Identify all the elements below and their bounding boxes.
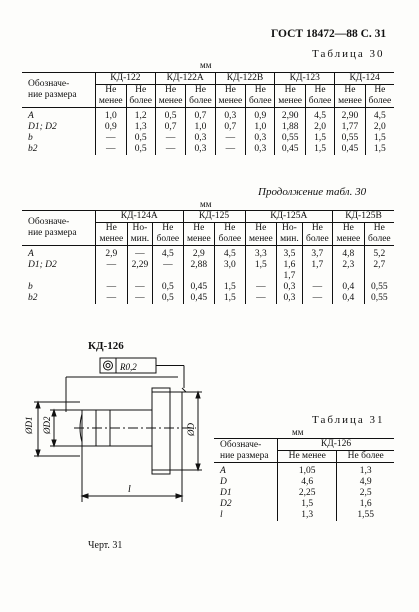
table-row — [22, 122, 394, 133]
subheader: Не менее — [335, 85, 366, 108]
page-header: ГОСТ 18472—88 С. 31 — [271, 28, 387, 40]
dim-l-label: l — [128, 484, 131, 495]
subheader: Не более — [246, 85, 275, 108]
table31-unit: мм — [292, 427, 304, 437]
value-cell: 0,3 — [246, 133, 275, 144]
value-cell: 2,0 — [305, 122, 334, 133]
value-cell: — — [96, 260, 128, 271]
value-cell: 1,5 — [305, 144, 334, 155]
row-label: D2 — [220, 499, 232, 509]
value-cell: 2,29 — [127, 260, 153, 271]
value-cell: 3,0 — [215, 260, 245, 271]
drawing-title: КД-126 — [88, 340, 124, 352]
table30 — [22, 72, 394, 155]
value-cell: 1,5 — [215, 293, 245, 304]
value-cell: 1,5 — [245, 260, 277, 271]
table-row — [22, 293, 394, 304]
value-cell: 1,5 — [365, 144, 394, 155]
value-cell: 0,45 — [183, 293, 215, 304]
table30-continuation — [22, 210, 394, 304]
value-cell: 1,0 — [246, 122, 275, 133]
value-cell: — — [245, 293, 277, 304]
technical-drawing — [20, 352, 215, 527]
value-cell — [96, 271, 128, 282]
table-row — [22, 133, 394, 144]
value-cell: 1,55 — [337, 510, 394, 521]
subheader: Не более — [364, 223, 394, 246]
value-cell: 0,3 — [246, 144, 275, 155]
value-cell: 0,45 — [183, 282, 215, 293]
subheader: Не менее — [275, 85, 306, 108]
table-row — [214, 499, 394, 510]
concentricity-icon — [104, 361, 113, 370]
row-label: D1; D2 — [28, 260, 57, 270]
value-cell: 2,88 — [183, 260, 215, 271]
table-row — [22, 246, 394, 261]
figure-caption: Черт. 31 — [88, 540, 123, 551]
device-header: КД-122В — [215, 73, 275, 85]
table-row — [214, 510, 394, 521]
table-row — [22, 144, 394, 155]
table-row — [22, 260, 394, 271]
row-label: b — [28, 282, 33, 292]
value-cell: — — [155, 133, 186, 144]
value-cell: — — [245, 282, 277, 293]
value-cell: — — [96, 133, 127, 144]
value-cell: 2,5 — [337, 488, 394, 499]
row-label: A — [28, 111, 34, 121]
value-cell: 2,3 — [333, 260, 365, 271]
dim-d1-label: ØD1 — [24, 416, 34, 434]
subheader: Не менее — [245, 223, 277, 246]
value-cell: 0,3 — [277, 293, 303, 304]
value-cell: 4,5 — [215, 246, 245, 261]
device-header: КД-124 — [335, 73, 394, 85]
row-label: D1 — [220, 488, 232, 498]
table-row — [22, 271, 394, 282]
subheader: Не более — [186, 85, 215, 108]
subheader: Не менее — [96, 223, 128, 246]
value-cell: 4,5 — [365, 108, 394, 123]
value-cell: 0,5 — [126, 144, 155, 155]
device-header: КД-125 — [183, 211, 245, 223]
device-header: КД-125В — [333, 211, 394, 223]
subheader: Не более — [215, 223, 245, 246]
device-header: КД-126 — [278, 439, 395, 451]
row-label: D — [220, 477, 227, 487]
value-cell: 1,3 — [337, 463, 394, 478]
table-row — [22, 108, 394, 123]
value-cell: 5,2 — [364, 246, 394, 261]
param-header: Обозначе- ние размера — [214, 439, 278, 463]
value-cell: 4,8 — [333, 246, 365, 261]
value-cell: 0,3 — [186, 144, 215, 155]
value-cell: — — [127, 246, 153, 261]
value-cell: 1,5 — [278, 499, 337, 510]
table30-title: Таблица 30 — [312, 48, 385, 60]
value-cell — [245, 271, 277, 282]
value-cell: 1,88 — [275, 122, 306, 133]
dim-d2-label: ØD2 — [42, 416, 52, 434]
table-row — [214, 477, 394, 488]
value-cell: 0,7 — [215, 122, 246, 133]
value-cell: 0,3 — [186, 133, 215, 144]
device-header: КД-123 — [275, 73, 335, 85]
value-cell: 2,9 — [183, 246, 215, 261]
value-cell: 1,0 — [186, 122, 215, 133]
value-cell: 2,90 — [275, 108, 306, 123]
value-cell: — — [215, 144, 246, 155]
value-cell: — — [96, 144, 127, 155]
value-cell: 1,6 — [337, 499, 394, 510]
row-label: b — [28, 133, 33, 143]
table-row — [22, 282, 394, 293]
value-cell: 0,7 — [186, 108, 215, 123]
value-cell: — — [155, 144, 186, 155]
subheader: Не менее — [183, 223, 215, 246]
device-header: КД-122 — [96, 73, 156, 85]
table-row — [214, 488, 394, 499]
value-cell: 1,5 — [215, 282, 245, 293]
value-cell: 0,4 — [333, 282, 365, 293]
value-cell: 2,9 — [96, 246, 128, 261]
value-cell: 0,3 — [215, 108, 246, 123]
param-header: Обозначе- ние размера — [22, 211, 96, 246]
row-label: A — [28, 249, 34, 259]
value-cell: 0,4 — [333, 293, 365, 304]
table30-cont-unit: мм — [200, 199, 212, 209]
subheader: Не менее — [333, 223, 365, 246]
value-cell: 0,5 — [126, 133, 155, 144]
row-label: b2 — [28, 293, 38, 303]
device-header: КД-122А — [155, 73, 215, 85]
value-cell: 1,5 — [365, 133, 394, 144]
value-cell — [127, 271, 153, 282]
value-cell: 0,45 — [275, 144, 306, 155]
device-header: КД-125А — [245, 211, 333, 223]
value-cell: 0,55 — [364, 282, 394, 293]
value-cell: 3,3 — [245, 246, 277, 261]
table31 — [214, 438, 394, 521]
value-cell: — — [302, 293, 332, 304]
dim-d-label: ØD — [186, 423, 196, 436]
row-label: A — [220, 466, 226, 476]
subheader: Но- мин. — [277, 223, 303, 246]
value-cell — [153, 271, 183, 282]
device-header: КД-124А — [96, 211, 184, 223]
value-cell: 0,45 — [335, 144, 366, 155]
table30-cont-title: Продолжение табл. 30 — [258, 186, 367, 198]
value-cell: 4,5 — [305, 108, 334, 123]
value-cell — [333, 271, 365, 282]
subheader: Не более — [153, 223, 183, 246]
row-label — [22, 271, 96, 282]
value-cell: 1,5 — [305, 133, 334, 144]
value-cell: 4,9 — [337, 477, 394, 488]
row-label: l — [220, 510, 223, 520]
value-cell: — — [127, 293, 153, 304]
subheader: Не менее — [215, 85, 246, 108]
value-cell — [215, 271, 245, 282]
value-cell: 2,7 — [364, 260, 394, 271]
value-cell: 0,55 — [335, 133, 366, 144]
value-cell: 0,55 — [275, 133, 306, 144]
value-cell: 0,55 — [364, 293, 394, 304]
value-cell: 0,9 — [96, 122, 127, 133]
value-cell — [364, 271, 394, 282]
subheader: Не менее — [278, 451, 337, 463]
subheader: Но- мин. — [127, 223, 153, 246]
subheader: Не более — [365, 85, 394, 108]
value-cell: — — [153, 260, 183, 271]
value-cell: 3,5 — [277, 246, 303, 261]
value-cell: 2,0 — [365, 122, 394, 133]
value-cell: — — [96, 282, 128, 293]
value-cell: — — [96, 293, 128, 304]
value-cell: 4,6 — [278, 477, 337, 488]
value-cell: 1,0 — [96, 108, 127, 123]
tolerance-value: R0,2 — [120, 362, 137, 372]
row-label: b2 — [28, 144, 38, 154]
table-row — [214, 463, 394, 478]
value-cell: 3,7 — [302, 246, 332, 261]
value-cell: 0,5 — [153, 293, 183, 304]
subheader: Не менее — [96, 85, 127, 108]
value-cell: — — [127, 282, 153, 293]
value-cell: 1,3 — [278, 510, 337, 521]
value-cell: 1,2 — [126, 108, 155, 123]
value-cell: 0,3 — [277, 282, 303, 293]
value-cell — [183, 271, 215, 282]
value-cell: 1,3 — [126, 122, 155, 133]
value-cell: 2,25 — [278, 488, 337, 499]
value-cell: 0,9 — [246, 108, 275, 123]
value-cell: 2,90 — [335, 108, 366, 123]
value-cell: 1,77 — [335, 122, 366, 133]
value-cell: 1,05 — [278, 463, 337, 478]
value-cell: 4,5 — [153, 246, 183, 261]
subheader: Не менее — [155, 85, 186, 108]
subheader: Не более — [337, 451, 394, 463]
value-cell — [302, 271, 332, 282]
subheader: Не более — [126, 85, 155, 108]
value-cell: — — [215, 133, 246, 144]
row-label: D1; D2 — [28, 122, 57, 132]
value-cell: 1,7 — [302, 260, 332, 271]
table30-unit: мм — [200, 60, 212, 70]
value-cell: 1,7 — [277, 271, 303, 282]
value-cell: 0,5 — [155, 108, 186, 123]
value-cell: 0,5 — [153, 282, 183, 293]
subheader: Не более — [305, 85, 334, 108]
param-header: Обозначе- ние размера — [22, 73, 96, 108]
subheader: Не более — [302, 223, 332, 246]
table31-title: Таблица 31 — [312, 414, 385, 426]
value-cell: — — [302, 282, 332, 293]
value-cell: 0,7 — [155, 122, 186, 133]
value-cell: 1,6 — [277, 260, 303, 271]
